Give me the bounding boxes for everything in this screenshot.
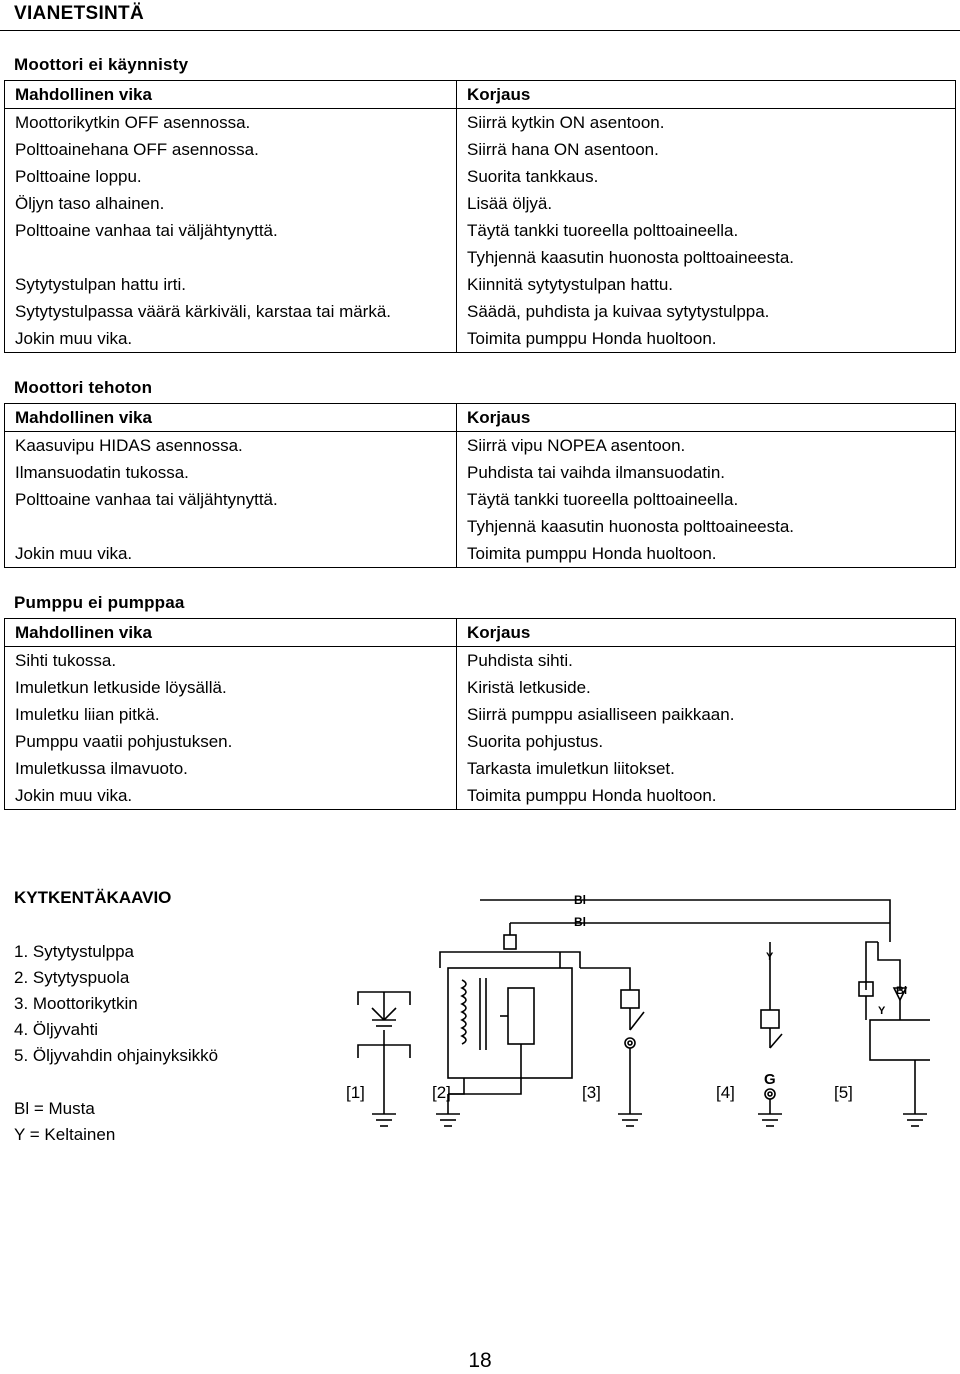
fix-line: Täytä tankki tuoreella polttoaineella. xyxy=(467,221,739,240)
page-title: VIANETSINTÄ xyxy=(14,3,144,24)
ignition-coil-icon xyxy=(448,952,572,1114)
fault-line xyxy=(5,244,456,271)
fix-line: Kiinnitä sytytystulpan hattu. xyxy=(467,275,674,294)
wire-color-label: Y xyxy=(766,951,774,963)
fix-line: Toimita pumppu Honda huoltoon. xyxy=(467,544,717,563)
wire-color-label: Y xyxy=(878,1005,886,1017)
fault-cell xyxy=(5,432,457,568)
engine-switch-icon xyxy=(621,990,644,1114)
ground-icon xyxy=(758,1114,782,1126)
fix-line: Puhdista tai vaihda ilmansuodatin. xyxy=(467,463,725,482)
component-number: [4] xyxy=(716,1083,735,1102)
fault-line: Kaasuvipu HIDAS asennossa. xyxy=(15,436,243,455)
fault-line: Imuletkun letkuside löysällä. xyxy=(15,678,227,697)
column-header: Mahdollinen vika xyxy=(15,85,152,104)
ground-icon xyxy=(372,1114,396,1126)
fault-line: Polttoaine vanhaa tai väljähtynyttä. xyxy=(15,490,278,509)
column-header: Mahdollinen vika xyxy=(15,408,152,427)
wire-bl-top xyxy=(480,900,890,942)
fix-line: Puhdista sihti. xyxy=(467,651,573,670)
component-number: [2] xyxy=(432,1083,451,1102)
wire-color-label: Bl xyxy=(896,985,907,997)
legend-item: 4. Öljyvahti xyxy=(14,1020,99,1039)
fault-line: Moottorikytkin OFF asennossa. xyxy=(15,113,251,132)
fault-line xyxy=(5,513,456,540)
wire-color-label: Bl xyxy=(574,893,586,907)
legend-item: 3. Moottorikytkin xyxy=(14,994,138,1013)
fault-line: Sytytystulpan hattu irti. xyxy=(15,275,187,294)
spark-plug-icon xyxy=(358,992,410,1114)
column-header: Korjaus xyxy=(467,623,531,642)
title-divider xyxy=(0,30,960,31)
wire-color-label: Bl xyxy=(574,915,586,929)
column-header: Mahdollinen vika xyxy=(15,623,152,642)
fix-line: Tarkasta imuletkun liitokset. xyxy=(467,759,675,778)
troubleshooting-table xyxy=(4,80,956,353)
fix-line: Toimita pumppu Honda huoltoon. xyxy=(467,329,717,348)
fault-line: Pumppu vaatii pohjustuksen. xyxy=(15,732,233,751)
header-cell-fix xyxy=(457,404,956,432)
oil-alert-switch-icon xyxy=(761,942,782,1114)
header-cell-fix xyxy=(457,619,956,647)
fix-line: Suorita tankkaus. xyxy=(467,167,599,186)
fault-line: Ilmansuodatin tukossa. xyxy=(15,463,189,482)
component-number: [5] xyxy=(834,1083,853,1102)
fault-line: Imuletku liian pitkä. xyxy=(15,705,160,724)
legend-item: Bl = Musta xyxy=(14,1099,95,1118)
fault-line: Polttoainehana OFF asennossa. xyxy=(15,140,259,159)
column-header: Korjaus xyxy=(467,85,531,104)
fault-line: Polttoaine loppu. xyxy=(15,167,142,186)
fault-line: Öljyn taso alhainen. xyxy=(15,194,165,213)
fault-cell xyxy=(5,647,457,810)
legend-item: 1. Sytytystulppa xyxy=(14,942,135,961)
color-legend xyxy=(14,1096,115,1148)
wire-to-switch xyxy=(580,968,630,990)
fault-line: Jokin muu vika. xyxy=(15,329,133,348)
component-legend xyxy=(14,939,218,1069)
page-number: 18 xyxy=(468,1349,492,1372)
fix-line: Toimita pumppu Honda huoltoon. xyxy=(467,786,717,805)
fault-line: Imuletkussa ilmavuoto. xyxy=(15,759,188,778)
header-cell-fault xyxy=(5,81,457,109)
component-number: [1] xyxy=(346,1083,365,1102)
column-header: Korjaus xyxy=(467,408,531,427)
fault-cell xyxy=(5,109,457,353)
section-title: Pumppu ei pumppaa xyxy=(14,593,185,612)
fault-line: Sytytystulpassa väärä kärkiväli, karstaa tai märkä. xyxy=(15,302,392,321)
fix-cell xyxy=(457,109,956,353)
fix-line: Täytä tankki tuoreella polttoaineella. xyxy=(467,490,739,509)
ground-marker-label: G xyxy=(764,1071,776,1088)
header-cell-fault xyxy=(5,404,457,432)
ground-icon xyxy=(903,1114,927,1126)
header-cell-fault xyxy=(5,619,457,647)
wiring-diagram xyxy=(330,880,930,1150)
fix-line: Siirrä kytkin ON asentoon. xyxy=(467,113,665,132)
component-number: [3] xyxy=(582,1083,601,1102)
oil-alert-unit-icon xyxy=(859,942,930,1114)
fix-line: Säädä, puhdista ja kuivaa sytytystulppa. xyxy=(467,302,770,321)
fix-line: Tyhjennä kaasutin huonosta polttoaineesta. xyxy=(467,248,795,267)
fix-line: Suorita pohjustus. xyxy=(467,732,604,751)
troubleshooting-table xyxy=(4,403,956,568)
fix-line: Siirrä hana ON asentoon. xyxy=(467,140,659,159)
ground-icon xyxy=(618,1114,642,1126)
coil-connector-icon xyxy=(504,935,516,949)
coil-frame xyxy=(440,952,580,968)
fault-line: Sihti tukossa. xyxy=(15,651,117,670)
fix-line: Siirrä vipu NOPEA asentoon. xyxy=(467,436,686,455)
section-title: Moottori ei käynnisty xyxy=(14,55,189,74)
legend-item: 2. Sytytyspuola xyxy=(14,968,130,987)
fix-line: Lisää öljyä. xyxy=(467,194,553,213)
fix-cell xyxy=(457,647,956,810)
fix-line: Kiristä letkuside. xyxy=(467,678,591,697)
fix-line: Tyhjennä kaasutin huonosta polttoaineesta. xyxy=(467,517,795,536)
ground-icon xyxy=(436,1114,460,1126)
fault-line: Polttoaine vanhaa tai väljähtynyttä. xyxy=(15,221,278,240)
fault-line: Jokin muu vika. xyxy=(15,786,133,805)
legend-item: Y = Keltainen xyxy=(14,1125,116,1144)
fix-line: Siirrä pumppu asialliseen paikkaan. xyxy=(467,705,735,724)
section-title: Moottori tehoton xyxy=(14,378,153,397)
legend-item: 5. Öljyvahdin ohjainyksikkö xyxy=(14,1046,219,1065)
header-cell-fix xyxy=(457,81,956,109)
fix-cell xyxy=(457,432,956,568)
troubleshooting-table xyxy=(4,618,956,810)
wiring-title: KYTKENTÄKAAVIO xyxy=(14,888,172,907)
fault-line: Jokin muu vika. xyxy=(15,544,133,563)
